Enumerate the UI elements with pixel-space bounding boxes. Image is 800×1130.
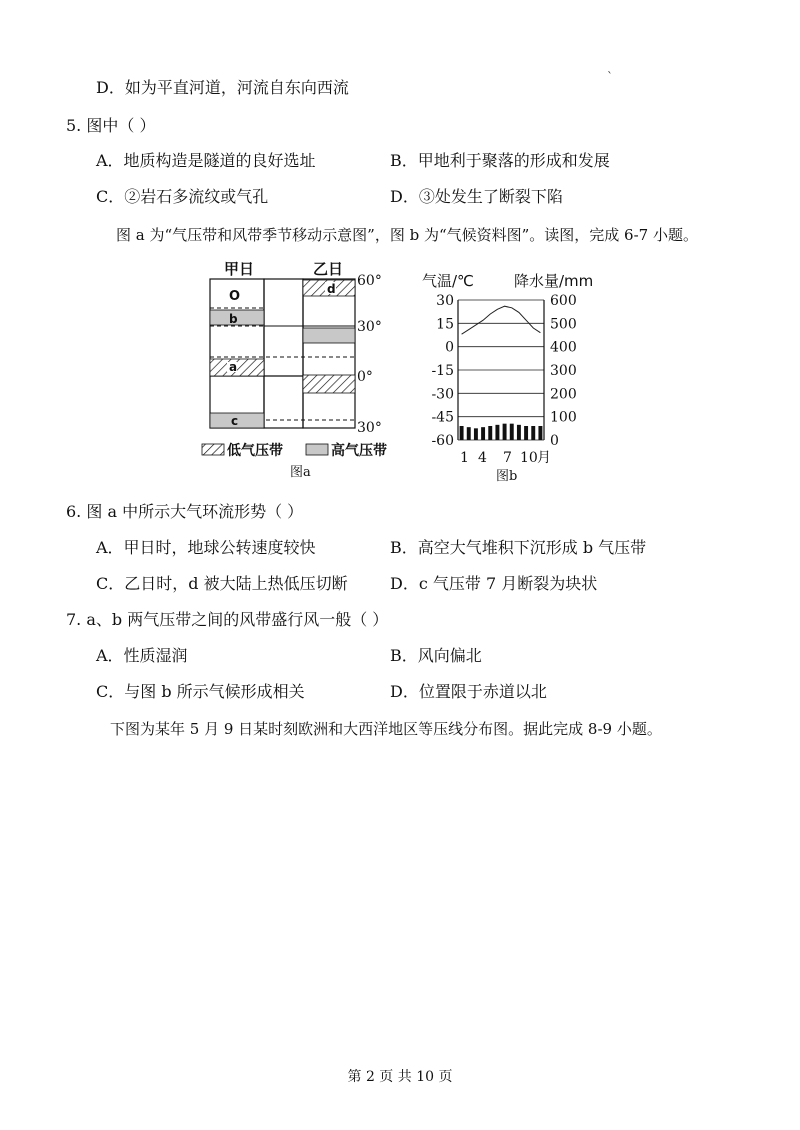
q5-option-a: A．地质构造是隧道的良好选址 bbox=[96, 151, 316, 170]
temp-tick-label: 15 bbox=[436, 316, 454, 333]
legend-low-swatch bbox=[202, 444, 224, 455]
belt-a-label: a bbox=[229, 360, 238, 374]
precip-bar bbox=[474, 428, 478, 440]
precip-tick-label: 300 bbox=[550, 363, 577, 379]
label-jia-day: 甲日 bbox=[224, 260, 255, 278]
precip-bar bbox=[510, 424, 514, 440]
q6-option-c: C．乙日时，d 被大陆上热低压切断 bbox=[96, 574, 348, 593]
q5-stem: 5. 图中（ ） bbox=[66, 116, 156, 135]
lat-0: 0° bbox=[357, 369, 373, 385]
q6-option-a: A．甲日时，地球公转速度较快 bbox=[96, 538, 316, 557]
stray-mark: ` bbox=[607, 70, 613, 84]
figure-b-climate-chart bbox=[416, 264, 616, 486]
figure-a-caption: 图a bbox=[290, 465, 311, 480]
belt-o-label: O bbox=[229, 289, 241, 304]
belt-yi-high bbox=[303, 328, 355, 343]
temp-axis-title: 气温/℃ bbox=[422, 272, 474, 290]
q7-option-c: C．与图 b 所示气候形成相关 bbox=[96, 682, 305, 701]
temp-tick-label: 0 bbox=[445, 339, 454, 356]
q5-option-d: D．③处发生了断裂下陷 bbox=[390, 187, 563, 206]
precip-bar bbox=[517, 425, 521, 440]
precip-tick-label: 100 bbox=[550, 409, 577, 426]
precip-bar bbox=[495, 425, 499, 440]
precip-tick-label: 600 bbox=[550, 293, 577, 309]
q6-option-d: D．c 气压带 7 月断裂为块状 bbox=[390, 574, 598, 593]
month-unit: 月 bbox=[537, 450, 551, 466]
precip-tick-label: 500 bbox=[550, 316, 577, 333]
page-footer: 第 2 页 共 10 页 bbox=[347, 1069, 453, 1085]
temp-tick-label: 30 bbox=[436, 293, 454, 309]
precip-bar bbox=[524, 426, 528, 440]
lat-60: 60° bbox=[357, 273, 382, 289]
temp-tick-label: -30 bbox=[431, 386, 454, 403]
figure-a bbox=[196, 258, 418, 486]
panel-yi bbox=[303, 279, 355, 428]
temperature-curve bbox=[462, 306, 541, 334]
precip-bar bbox=[467, 427, 471, 440]
belt-b-label: b bbox=[229, 312, 238, 326]
q4-option-d: D．如为平直河道，河流自东向西流 bbox=[96, 78, 349, 97]
q7-option-a: A．性质湿润 bbox=[96, 646, 188, 665]
precip-tick-label: 400 bbox=[550, 339, 577, 356]
label-yi-day: 乙日 bbox=[313, 260, 344, 278]
temp-tick-label: -15 bbox=[431, 363, 454, 379]
figure-b-caption: 图b bbox=[496, 469, 518, 484]
temp-tick-label: -45 bbox=[431, 409, 454, 426]
month-7: 7 bbox=[503, 450, 512, 466]
q7-option-b: B．风向偏北 bbox=[390, 646, 482, 665]
panel-middle bbox=[264, 279, 303, 428]
lat-30n: 30° bbox=[357, 319, 382, 335]
q5-option-b: B．甲地利于聚落的形成和发展 bbox=[390, 151, 610, 170]
precip-axis-title: 降水量/mm bbox=[514, 272, 594, 290]
precip-bar bbox=[488, 426, 492, 440]
legend-high-swatch bbox=[306, 444, 328, 455]
month-10: 10 bbox=[520, 450, 538, 466]
q6-option-b: B．高空大气堆积下沉形成 b 气压带 bbox=[390, 538, 647, 557]
precip-bar bbox=[538, 426, 542, 440]
intro-8-9: 下图为某年 5 月 9 日某时刻欧洲和大西洋地区等压线分布图。据此完成 8-9 小题。 bbox=[110, 720, 662, 738]
precip-bar bbox=[481, 427, 485, 440]
belt-d-label: d bbox=[327, 282, 336, 296]
precip-tick-label: 200 bbox=[550, 386, 577, 403]
temp-tick-label: -60 bbox=[431, 433, 454, 449]
belt-c-label: c bbox=[231, 414, 239, 428]
precip-bar bbox=[503, 424, 507, 440]
precip-tick-label: 0 bbox=[550, 433, 559, 449]
belt-yi-low bbox=[303, 375, 355, 393]
month-1: 1 bbox=[460, 450, 469, 466]
month-4: 4 bbox=[478, 450, 487, 466]
precip-bar bbox=[460, 426, 464, 440]
q6-stem: 6. 图 a 中所示大气环流形势（ ） bbox=[66, 502, 304, 521]
lat-30s: 30° bbox=[357, 420, 382, 436]
q7-option-d: D．位置限于赤道以北 bbox=[390, 682, 547, 701]
legend-high-label: 高气压带 bbox=[331, 443, 387, 459]
intro-6-7: 图 a 为“气压带和风带季节移动示意图”，图 b 为“气候资料图”。读图，完成 6-7 小题。 bbox=[116, 226, 698, 244]
q5-option-c: C．②岩石多流纹或气孔 bbox=[96, 187, 269, 206]
q7-stem: 7. a、b 两气压带之间的风带盛行风一般（ ） bbox=[66, 610, 389, 629]
precip-bar bbox=[531, 426, 535, 440]
legend-low-label: 低气压带 bbox=[227, 443, 283, 459]
